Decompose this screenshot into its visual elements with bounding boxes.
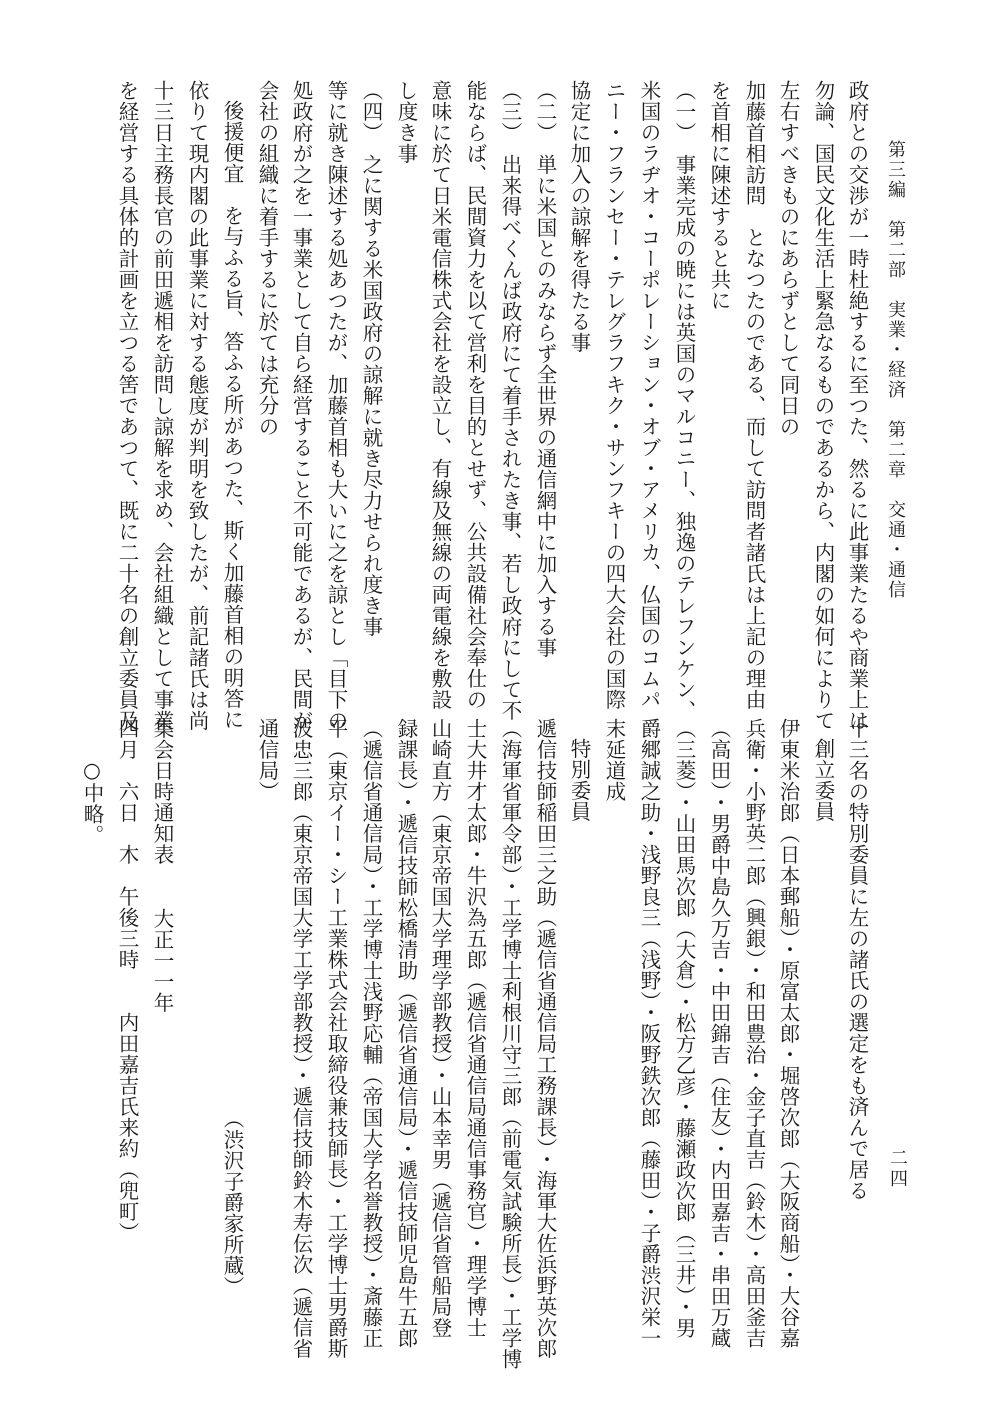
text-line: 加藤首相訪問 となつたのである、而して訪問者諸氏は上記の理由 <box>742 80 766 710</box>
page-number: 二四 <box>887 1148 908 1190</box>
text-line: 等に就き陳述する処あつたが、加藤首相も大いに之を諒とし「目下の <box>324 80 348 731</box>
text-line: 意味に於て日米電信株式会社を設立し、有線及無線の両電線を敷設 <box>428 80 452 710</box>
text-line: （海軍省軍令部）・工学博士利根川守三郎（前電気試験所長）・工学博 <box>498 718 522 1370</box>
text-line: （三菱）・山田馬次郎（大倉）・松方乙彦・藤瀬政次郎（三井）・男 <box>672 718 696 1339</box>
text-line: 十三日主務長官の前田遞相を訪問し諒解を求め、会社組織として事業 <box>150 80 174 731</box>
text-line: 爵郷誠之助・浅野良三（浅野）・阪野鉄次郎（藤田）・子爵渋沢栄一 <box>637 718 661 1349</box>
text-line: 左右すべきものにあらずとして同日の <box>776 80 800 437</box>
text-line: 士大井才太郎・牛沢為五郎（遞信省通信局通信事務官）・理学博士 <box>463 718 487 1338</box>
text-line: 後援便宜 を与ふる旨、答ふる所があつた、斯く加藤首相の明答に <box>220 100 244 730</box>
text-line: 波忠三郎（東京帝国大学工学部教授）・遞信技師鈴木寿伝次（遞信省 <box>289 718 313 1359</box>
text-line: （高田）・男爵中島久万吉・中田錦吉（住友）・内田嘉吉・串田万蔵 <box>707 718 731 1349</box>
text-line: （二） 単に米国とのみならず全世界の通信網中に加入する事 <box>533 80 557 658</box>
notice-omission: ○中略。 <box>80 758 104 846</box>
text-line: 兵衛・小野英二郎（興銀）・和田豊治・金子直吉（鈴木）・高田釜吉 <box>742 718 766 1349</box>
text-line: 山崎直方（東京帝国大学理学部教授）・山本幸男（遞信省管船局登 <box>428 718 452 1338</box>
text-line: 政府との交渉が一時杜絶するに至つた、然るに此事業たるや商業上は <box>845 80 869 731</box>
text-line: ニー・フランセー・テレグラフキク・サンフキーの四大会社の国際 <box>602 80 626 710</box>
text-line: 平（東京イー・シー工業株式会社取締役兼技師長）・工学博士男爵斯 <box>324 718 348 1359</box>
text-line: 遞信技師稲田三之助（遞信省通信局工務課長）・海軍大佐浜野英次郎 <box>533 718 557 1359</box>
text-line: 米国のラヂオ・コーポレーション・オブ・アメリカ、仏国のコムパ <box>637 80 661 710</box>
text-line: 十三名の特別委員に左の諸氏の選定をも済んで居る <box>845 718 869 1201</box>
text-line: 依りて現内閣の此事業に対する態度が判明を致したが、前記諸氏は尚 <box>185 80 209 731</box>
text-line: （一） 事業完成の暁には英国のマルコニー、独逸のテレフンケン、 <box>672 80 696 721</box>
text-line: し度き事 <box>394 80 418 164</box>
text-line: を経営する具体的計画を立つる筈であつて、既に二十名の創立委員及 <box>115 80 139 731</box>
section-heading: 特別委員 <box>567 738 591 822</box>
notice-year: 大正一一年 <box>150 908 174 1013</box>
notice-entry: 四月 六日 木 午後三時 内田嘉吉氏来約（兜町） <box>115 718 139 1243</box>
text-line: を首相に陳述すると共に <box>707 80 731 311</box>
text-line: （四） 之に関する米国政府の諒解に就き尽力せられ度き事 <box>359 80 383 637</box>
notice-title: 集会日時通知表 <box>150 718 174 865</box>
text-line: 通信局） <box>255 718 279 802</box>
text-line: 末延道成 <box>602 718 626 802</box>
text-line: 会社の組織に着手するに於ては充分の <box>255 80 279 437</box>
text-line: （遞信省通信局）・工学博士浅野応輔（帝国大学名誉教授）・斎藤正 <box>359 718 383 1349</box>
text-line: 能ならば、民間資力を以て営利を目的とせず、公共設備社会奉仕の <box>463 80 487 710</box>
text-line: 録課長）・遞信技師松橋清助（遞信省通信局）・遞信技師児島牛五郎 <box>394 718 418 1349</box>
source-note: （渋沢子爵家所蔵） <box>220 1108 244 1297</box>
text-line: 処政府が之を一事業として自ら経営すること不可能であるが、民間が <box>289 80 313 731</box>
text-line: 伊東米治郎（日本郵船）・原富太郎・堀啓次郎（大阪商船）・大谷嘉 <box>776 718 800 1349</box>
section-heading: 創立委員 <box>811 738 835 822</box>
text-line: 協定に加入の諒解を得たる事 <box>567 80 591 353</box>
text-line: （三） 出来得べくんば政府にて着手されたき事、若し政府にして不 <box>498 80 522 721</box>
running-header: 第三編 第二部 実業・経済 第二章 交通・通信 <box>885 140 906 600</box>
text-line: 勿論、国民文化生活上緊急なるものであるから、内閣の如何によりて <box>811 80 835 731</box>
